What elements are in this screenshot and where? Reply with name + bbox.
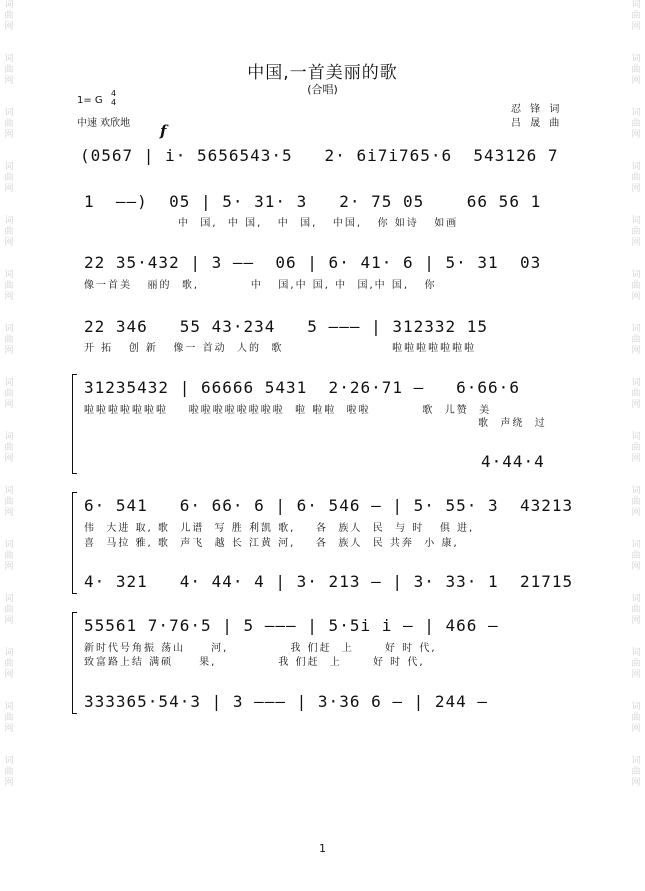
system-brace [72, 492, 77, 594]
score-row-5-lyric: 啦啦啦啦啦啦啦 啦啦啦啦啦啦啦啦 啦 啦啦 啦啦 歌 儿赞 美 [84, 405, 492, 416]
score-row-9-lyric: 新时代号角振 荡山 河, 我 们赶 上 好 时 代, [84, 643, 437, 654]
page-title: 中国,一首美丽的歌 [247, 63, 398, 83]
score-row-3-notes: 22 35·432 | 3 —— 06 | 6· 41· 6 | 5· 31 03 [84, 253, 542, 272]
key-signature: 1= G [77, 95, 103, 106]
score-row-7-lyric: 伟 大进 取, 歌 儿谱 写 胜 利凯 歌, 各 族人 民 与 时 俱 进, [84, 523, 475, 534]
watermark-left: 词曲网 词曲网 词曲网 词曲网 词曲网 词曲网 词曲网 词曲网 词曲网 词曲网 词曲网 词曲网 词曲网 词曲网 词曲网 [4, 0, 14, 788]
score-row-4-lyric: 开 拓 创 新 像一 首动 人的 歌 啦啦啦啦啦啦啦 [84, 343, 477, 354]
system-brace [72, 374, 77, 474]
score-row-9-notes: 55561 7·76·5 | 5 ——— | 5·5i i — | 466 — [84, 616, 499, 635]
score-row-7-notes: 6· 541 6· 66· 6 | 6· 546 — | 5· 55· 3 43213 [84, 496, 574, 515]
score-row-3-lyric: 像一首美 丽的 歌, 中 国,中 国, 中 国,中 国, 你 [84, 280, 437, 291]
page-number: 1 [319, 842, 326, 855]
watermark-right: 词曲网 词曲网 词曲网 词曲网 词曲网 词曲网 词曲网 词曲网 词曲网 词曲网 词曲网 词曲网 词曲网 词曲网 词曲网 [631, 0, 641, 788]
score-row-2-notes: 1 ——) 05 | 5· 31· 3 2· 75 05 66 56 1 [84, 192, 542, 211]
dynamic-marking: f [160, 122, 167, 140]
lyricist-credit: 忍 锋 词 [511, 104, 563, 115]
composer-credit: 吕 晟 曲 [511, 118, 563, 129]
system-brace [72, 612, 77, 714]
time-signature-bottom: 4 [111, 98, 117, 107]
score-row-5-lyric-verse-2: 歌 声绕 过 [478, 418, 547, 429]
score-row-7-lyric-verse-2: 喜 马拉 雅, 歌 声飞 越 长 江黄 河, 各 族人 民 共奔 小 康, [84, 538, 459, 549]
score-row-2-lyric: 中 国, 中 国, 中 国, 中国, 你 如诗 如画 [178, 218, 459, 229]
tempo-marking: 中速 欢欣地 [77, 118, 131, 129]
time-signature-top: 4 [111, 89, 117, 98]
page-subtitle: (合唱) [307, 83, 338, 96]
score-row-10-notes: 333365·54·3 | 3 ——— | 3·36 6 — | 244 — [84, 692, 489, 711]
score-row-4-notes: 22 346 55 43·234 5 ——— | 312332 15 [84, 317, 489, 336]
score-row-5-notes: 31235432 | 66666 5431 2·26·71 — 6·66·6 [84, 378, 520, 397]
score-row-9-lyric-verse-2: 致富路上结 满硕 果, 我 们赶 上 好 时 代, [84, 657, 425, 668]
time-signature [111, 89, 116, 107]
score-row-6-notes: 4·44·4 [481, 452, 545, 471]
score-row-8-notes: 4· 321 4· 44· 4 | 3· 213 — | 3· 33· 1 21715 [84, 572, 574, 591]
score-row-1-notes: (0567 | i· 5656543·5 2· 6i7i765·6 543126 7 [80, 146, 559, 165]
